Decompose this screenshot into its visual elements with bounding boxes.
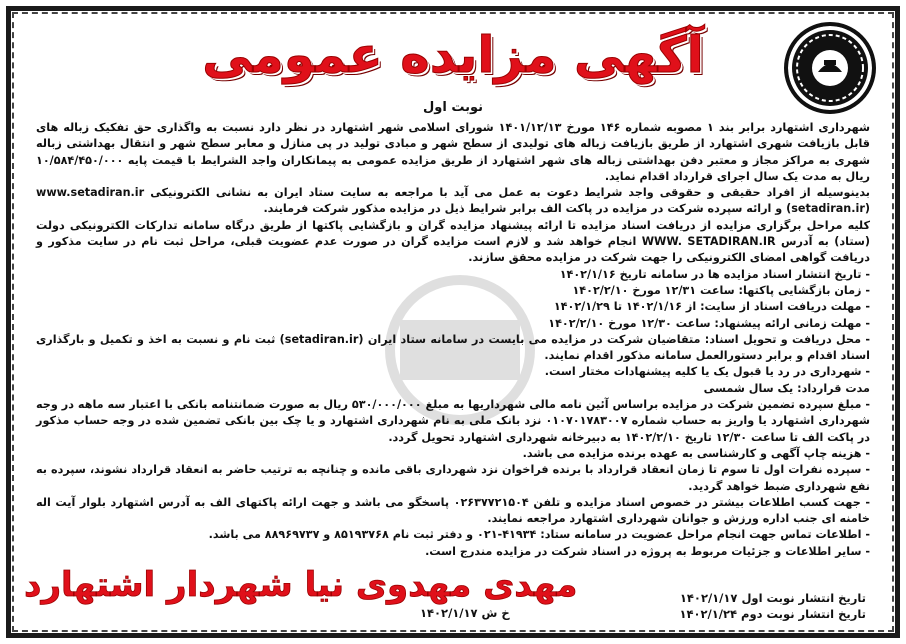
list-item: - تاریخ انتشار اسناد مزایده ها در سامانه تاریخ ۱۴۰۲/۱/۱۶ [559,267,870,281]
round-label: نوبت اول [422,100,484,115]
list-item: - هزینه چاپ آگهی و کارشناسی به عهده برنده مزایده می باشد. [522,446,870,460]
list-item: - مبلغ سپرده تضمین شرکت در مزایده براساس آئین نامه مالی شهرداریها به مبلغ ۵۳۰/۰۰۰/۰۰۰ ریال به صورت ضمانتنامه بانکی با اعتبار سه ماهه در وجه شهرداری اشتهارد یا واریز به حساب شماره ۰۱۰۷۰۱۷۸۳۰۰۷ نزد بانک ملی به نام شهرداری اشتهارد و یا چک بین بانکی تضمین شده در وجه حساب مذکور در پاکت الف تا ساعت ۱۲/۳۰ تاریخ ۱۴۰۲/۲/۱۰ به دبیرخانه شهرداری اشتهارد تحویل گردد. [36,398,870,444]
notice-title: آگهی مزایده عمومی [202,26,704,84]
signature: مهدی مهدوی نیا شهردار اشتهارد [24,565,578,605]
list-item: - سپرده نفرات اول تا سوم تا زمان انعقاد قرارداد با برنده فراخوان نزد شهرداری باقی مانده و چنانچه به ترتیب حاضر به انعقاد قرارداد نشوند، سپرده به نفع شهرداری ضبط خواهد گردید. [36,463,870,493]
publish-date-first: تاریخ انتشار نوبت اول ۱۴۰۲/۱/۱۷ [679,591,866,605]
list-item: - مهلت دریافت اسناد از سایت: از ۱۴۰۲/۱/۱۶ تا ۱۴۰۲/۱/۲۹ [553,300,870,314]
publish-date-second: تاریخ انتشار نوبت دوم ۱۴۰۲/۱/۲۴ [679,607,866,621]
list-item: - محل دریافت و تحویل اسناد: متقاضیان شرکت در مزایده می بایست در سامانه ستاد ایران (setadiran.ir) ثبت نام و نسبت به اخذ و تکمیل و بارگذاری اسناد اقدام و برابر دستورالعمل سامانه مذکور اقدام نمایند. [36,332,870,363]
ad-code: خ ش ۱۴۰۲/۱/۱۷ [420,606,510,620]
paragraph: بدینوسیله از افراد حقیقی و حقوقی واجد شرایط دعوت به عمل می آید با مراجعه به سایت ستاد ایران به نشانی الکترونیکی www.setadiran.ir (setadiran.ir) و ارائه سپرده شرکت در مزایده در پاکت الف برابر شرایط ذیل در مزایده مذکور شرکت فرمایند. [36,186,870,216]
publish-dates [679,590,866,622]
notice-body [36,120,870,560]
list-item: - اطلاعات تماس جهت انجام مراحل عضویت در سامانه ستاد: ۴۱۹۳۴-۰۲۱ و دفتر ثبت نام ۸۵۱۹۳۷۶۸ و ۸۸۹۶۹۷۳۷ می باشد. [208,528,870,542]
list-item: - زمان بازگشایی پاکتها: ساعت ۱۲/۳۱ مورخ ۱۴۰۲/۲/۱۰ [572,283,870,297]
list-item: - جهت کسب اطلاعات بیشتر در خصوص اسناد مزایده و تلفن ۰۲۶۳۷۷۲۱۵۰۴ پاسخگو می باشد و جهت ارائه پاکتهای الف به آدرس اشتهارد بلوار آیت اله خامنه ای جنب اداره ورزش و جوانان شهرداری اشتهارد مراجعه نمایند. [36,495,870,526]
paragraph: شهرداری اشتهارد برابر بند ۱ مصوبه شماره ۱۴۶ مورخ ۱۴۰۱/۱۲/۱۳ شورای اسلامی شهر اشتهارد در نظر دارد نسبت به واگذاری حق تفکیک زباله های قابل بازیافت شهری اشتهارد از طریق بازیافت زباله های تولیدی از سطح شهر و مبادی تولید در پی منازل و معابر سطح شهر و انتقال بهداشتی زباله شهری به مراکز مجاز و معتبر دفن بهداشتی زباله های شهر اشتهارد از طریق مزایده عمومی به پیمانکاران واجد الشرایط با قیمت پایه ۱۰/۵۸۴/۴۵۰/۰۰۰ ریال به مدت یک سال اجرای قرارداد اقدام نماید. [36,121,870,183]
paragraph: کلیه مراحل برگزاری مزایده از دریافت اسناد مزایده تا ارائه پیشنهاد مزایده گران و بازگشایی پاکتها از طریق درگاه سامانه تدارکات الکترونیکی دولت (ستاد) به آدرس WWW. SETADIRAN.IR انجام خواهد شد و لازم است مزایده گران در صورت عدم عضویت قبلی، مراحل ثبت نام در سایت مذکور و دریافت گواهی امضای الکترونیکی را جهت شرکت در مزایده محقق سازند. [36,218,871,265]
list-item: - سایر اطلاعات و جزئیات مربوط به پروژه در اسناد شرکت در مزایده مندرج است. [425,544,870,558]
list-item: مدت قرارداد: یک سال شمسی [703,381,870,395]
list-item: - شهرداری در رد یا قبول یک یا کلیه پیشنهادات مختار است. [544,365,870,379]
list-item: - مهلت زمانی ارائه پیشنهاد: ساعت ۱۲/۳۰ مورخ ۱۴۰۲/۲/۱۰ [548,316,870,330]
